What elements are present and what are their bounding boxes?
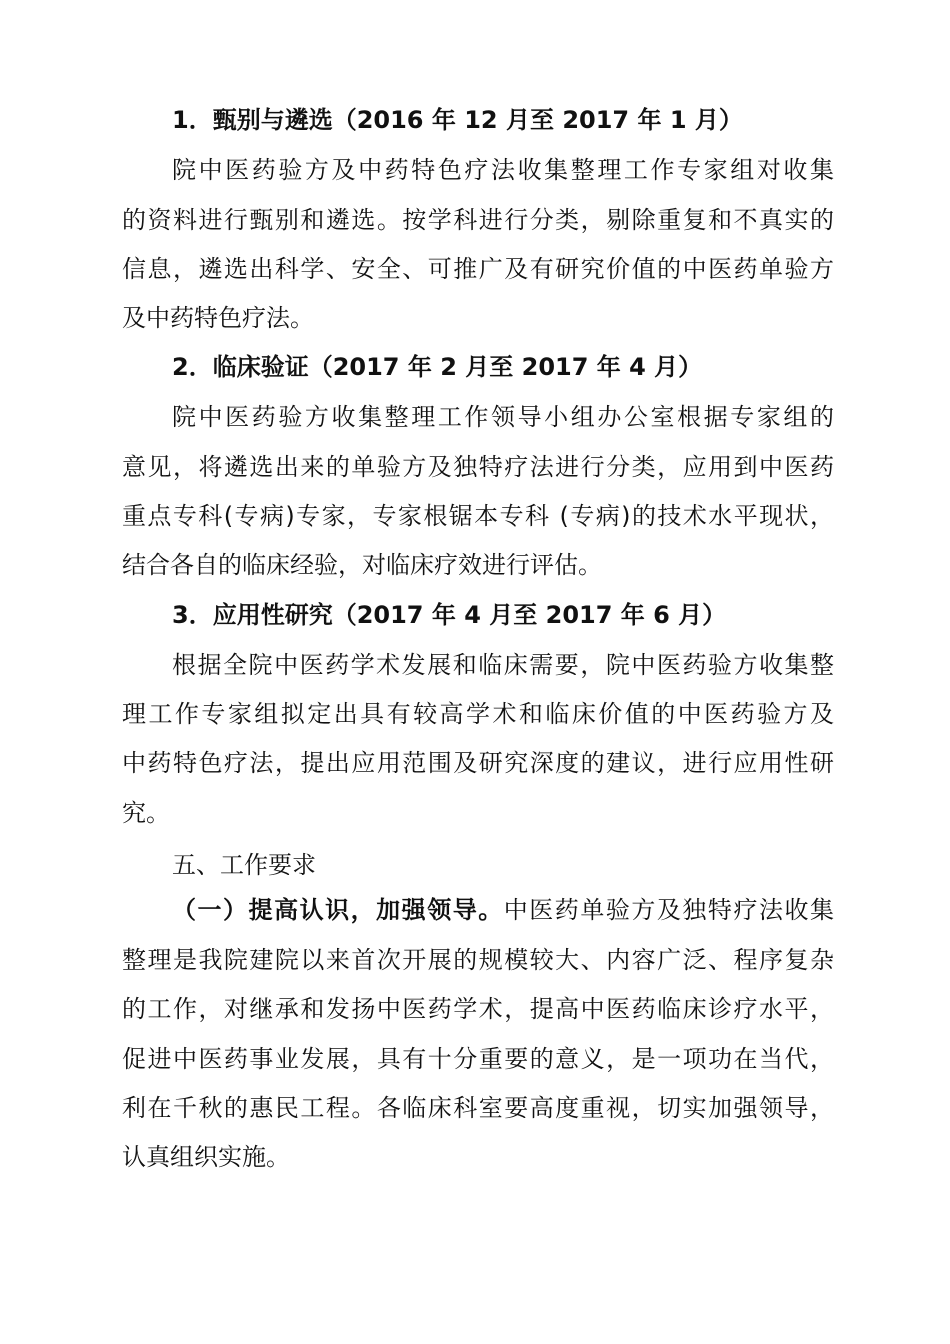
section-five-title: 五、工作要求: [172, 851, 316, 879]
section-1-line-1: 院中医药验方及中药特色疗法收集整理工作专家组对收集: [172, 156, 834, 184]
section-3-heading: 3．应用性研究（2017 年 4 月至 2017 年 6 月）: [172, 601, 727, 629]
section-2-line-3: 重点专科(专病)专家，专家根锯本专科 (专病)的技术水平现状，: [122, 502, 834, 530]
section-1-line-2: 的资料进行甄别和遴选。按学科进行分类，剔除重复和不真实的: [122, 206, 834, 234]
section-3-line-4: 究。: [122, 799, 170, 827]
requirement-1-line-5: 利在千秋的惠民工程。各临床科室要高度重视，切实加强领导，: [122, 1094, 834, 1122]
section-3-line-1: 根据全院中医药学术发展和临床需要，院中医药验方收集整: [172, 651, 834, 679]
requirement-1-line-2: 整理是我院建院以来首次开展的规模较大、内容广泛、程序复杂: [122, 946, 834, 974]
section-3-line-3: 中药特色疗法，提出应用范围及研究深度的建议，进行应用性研: [122, 749, 834, 777]
requirement-1-line-1: [172, 893, 834, 927]
section-2-line-4: 结合各自的临床经验，对临床疗效进行评估。: [122, 551, 602, 579]
section-1-line-4: 及中药特色疗法。: [122, 304, 314, 332]
section-2-line-1: 院中医药验方收集整理工作领导小组办公室根据专家组的: [172, 403, 834, 431]
requirement-1-lead: （一）提高认识，加强领导。: [172, 896, 504, 924]
requirement-1-line-4: 促进中医药事业发展，具有十分重要的意义，是一项功在当代，: [122, 1045, 834, 1073]
section-2-line-2: 意见，将遴选出来的单验方及独特疗法进行分类，应用到中医药: [122, 453, 834, 481]
section-3-line-2: 理工作专家组拟定出具有较高学术和临床价值的中医药验方及: [122, 700, 834, 728]
requirement-1-line-6: 认真组织实施。: [122, 1143, 290, 1171]
requirement-1-line-3: 的工作，对继承和发扬中医药学术，提高中医药临床诊疗水平，: [122, 995, 834, 1023]
section-2-heading: 2．临床验证（2017 年 2 月至 2017 年 4 月）: [172, 353, 703, 381]
section-1-line-3: 信息，遴选出科学、安全、可推广及有研究价值的中医药单验方: [122, 255, 834, 283]
section-1-heading: 1．甄别与遴选（2016 年 12 月至 2017 年 1 月）: [172, 106, 743, 134]
requirement-1-first-rest: 中医药单验方及独特疗法收集: [503, 896, 835, 924]
